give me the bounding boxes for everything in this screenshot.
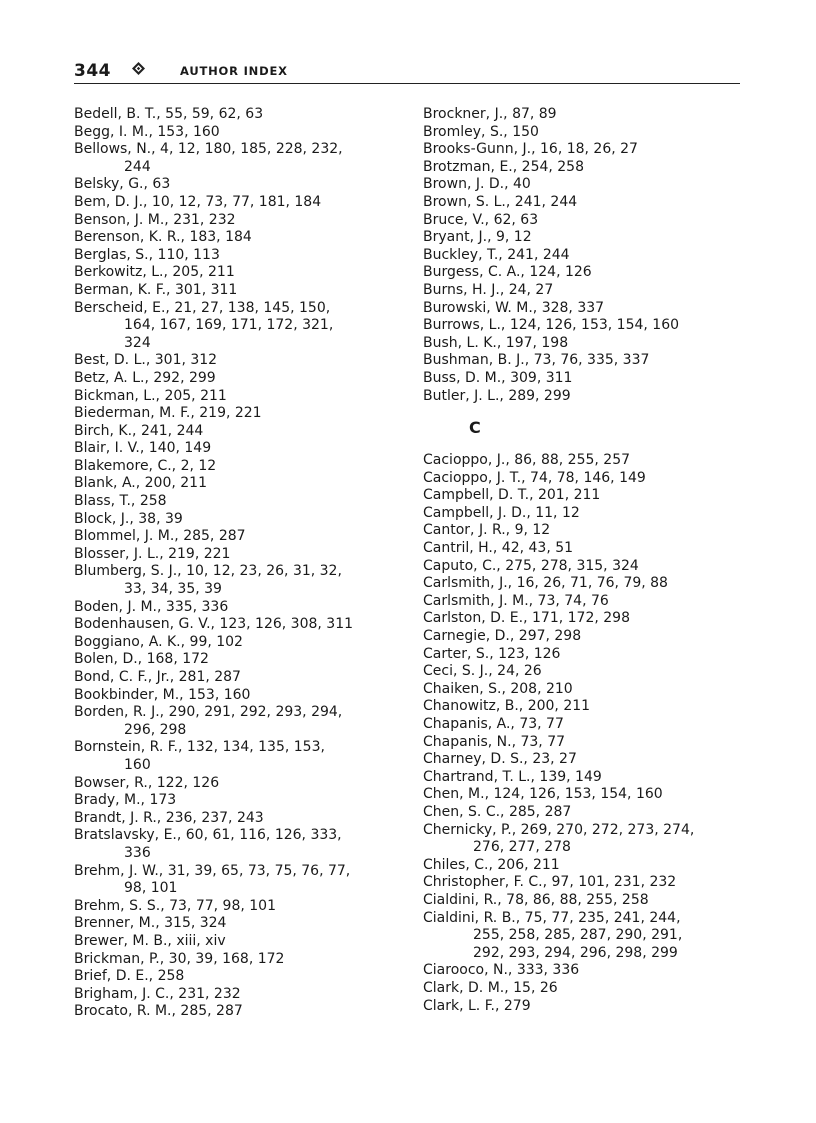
entry-author: Bond, C. F., Jr.,	[74, 669, 175, 685]
index-entry	[74, 651, 404, 669]
index-entry	[74, 141, 404, 176]
index-entry	[74, 388, 404, 406]
entry-pages-continued: 160	[124, 756, 151, 773]
entry-pages: 9, 12	[514, 522, 551, 539]
entry-pages-continued: 292, 293, 294, 296, 298, 299	[473, 944, 678, 961]
entry-pages: 21, 27, 138, 145, 150,	[174, 299, 331, 316]
index-entry	[423, 663, 753, 681]
entry-pages: 87, 89	[512, 106, 557, 122]
index-entry	[423, 317, 753, 335]
entry-author: Chaiken, S.,	[423, 680, 506, 697]
entry-pages: 269, 270, 272, 273, 274,	[520, 821, 695, 838]
index-entry	[423, 786, 753, 804]
entry-pages: 99, 102	[189, 633, 243, 650]
entry-author: Clark, D. M.,	[423, 979, 509, 996]
entry-author: Brotzman, E.,	[423, 158, 518, 175]
index-entry	[423, 804, 753, 822]
entry-pages: 73, 77, 98, 101	[169, 897, 276, 914]
index-entry	[74, 229, 404, 247]
entry-pages: 285, 287	[508, 803, 572, 820]
entry-pages: 10, 12, 23, 26, 31, 32,	[186, 563, 342, 580]
entry-author: Chiles, C.,	[423, 856, 493, 873]
entry-author: Brown, J. D.,	[423, 176, 509, 193]
index-entry	[74, 933, 404, 951]
entry-author: Buckley, T.,	[423, 246, 503, 263]
index-entry	[423, 247, 753, 265]
index-entry	[423, 264, 753, 282]
index-entry	[423, 470, 753, 488]
entry-author: Burowski, W. M.,	[423, 299, 538, 316]
entry-author: Brandt, J. R.,	[74, 809, 162, 826]
index-column-right	[423, 106, 753, 1015]
entry-author: Cacioppo, J.,	[423, 452, 510, 469]
entry-pages-continued: 324	[124, 334, 151, 351]
entry-pages: 333, 336	[516, 962, 580, 979]
entry-pages-continued: 296, 298	[124, 721, 187, 738]
entry-pages: 315, 324	[164, 915, 227, 932]
entry-pages: 60, 61, 116, 126, 333,	[185, 827, 342, 844]
entry-author: Chen, S. C.,	[423, 803, 505, 820]
index-entry	[74, 546, 404, 564]
entry-pages: 289, 299	[508, 387, 571, 404]
index-entry	[74, 968, 404, 986]
entry-author: Bushman, B. J.,	[423, 352, 530, 369]
entry-pages-continued: 164, 167, 169, 171, 172, 321,	[124, 317, 334, 334]
entry-author: Ceci, S. J.,	[423, 663, 493, 680]
index-entry	[423, 176, 753, 194]
entry-pages-continued: 98, 101	[124, 880, 178, 897]
index-entry	[423, 575, 753, 593]
entry-pages: 10, 12, 73, 77, 181, 184	[151, 193, 322, 210]
entry-pages: 171, 172, 298	[532, 610, 630, 627]
entry-pages: 31, 39, 65, 73, 75, 76, 77,	[167, 862, 351, 879]
entry-pages-continued: 276, 277, 278	[473, 839, 571, 856]
entry-pages-continued: 255, 258, 285, 287, 290, 291,	[473, 927, 683, 944]
section-letter-c: C	[469, 418, 481, 438]
entry-author: Ciarooco, N.,	[423, 962, 513, 979]
entry-pages: 153, 160	[188, 686, 251, 703]
index-group-c	[423, 452, 753, 1015]
index-entry	[423, 716, 753, 734]
entry-author: Berglas, S.,	[74, 246, 154, 263]
entry-author: Biederman, M. F.,	[74, 405, 195, 422]
running-title: AUTHOR INDEX	[180, 64, 288, 78]
entry-author: Chernicky, P.,	[423, 821, 517, 838]
index-entry	[423, 141, 753, 159]
entry-pages: 279	[503, 997, 531, 1014]
entry-author: Berenson, K. R.,	[74, 229, 185, 246]
entry-pages: 201, 211	[537, 487, 601, 504]
entry-pages: 63	[152, 176, 171, 193]
index-entry	[423, 487, 753, 505]
index-entry	[74, 810, 404, 828]
entry-author: Blass, T.,	[74, 493, 136, 510]
entry-author: Benson, J. M.,	[74, 211, 169, 228]
entry-author: Buss, D. M.,	[423, 369, 506, 386]
index-entry	[423, 962, 753, 980]
index-entry	[74, 264, 404, 282]
index-entry	[423, 106, 753, 124]
entry-pages: 258	[139, 493, 167, 510]
index-entry	[423, 646, 753, 664]
entry-author: Chen, M.,	[423, 786, 490, 803]
entry-pages: 285, 287	[180, 1003, 243, 1020]
entry-pages: 2, 12	[180, 457, 217, 474]
entry-pages: 219, 221	[199, 405, 262, 422]
entry-author: Brooks-Gunn, J.,	[423, 141, 536, 158]
index-entry	[74, 370, 404, 388]
index-entry	[74, 775, 404, 793]
entry-author: Brown, S. L.,	[423, 193, 511, 210]
index-entry	[74, 669, 404, 687]
entry-author: Bookbinder, M.,	[74, 686, 184, 703]
entry-author: Berman, K. F.,	[74, 281, 171, 298]
entry-author: Bryant, J.,	[423, 229, 492, 246]
index-entry	[74, 405, 404, 423]
running-header	[74, 61, 740, 85]
entry-pages: 335, 336	[165, 598, 229, 615]
entry-pages: 205, 211	[164, 387, 227, 404]
entry-author: Clark, L. F.,	[423, 997, 500, 1014]
entry-author: Boden, J. M.,	[74, 598, 162, 615]
entry-author: Christopher, F. C.,	[423, 874, 548, 891]
entry-author: Brocato, R. M.,	[74, 1003, 176, 1020]
header-rule	[74, 83, 740, 84]
entry-author: Burgess, C. A.,	[423, 264, 525, 281]
entry-pages: 200, 211	[527, 698, 591, 715]
index-entry	[423, 335, 753, 353]
index-entry	[423, 734, 753, 752]
entry-author: Carlsmith, J. M.,	[423, 592, 534, 609]
entry-author: Chartrand, T. L.,	[423, 768, 535, 785]
index-entry	[423, 212, 753, 230]
entry-author: Cantor, J. R.,	[423, 522, 511, 539]
entry-author: Bolen, D.,	[74, 651, 143, 668]
entry-pages: 74, 78, 146, 149	[530, 469, 646, 486]
entry-pages: 122, 126	[156, 774, 220, 791]
index-entry	[423, 874, 753, 892]
entry-pages: 275, 278, 315, 324	[505, 557, 639, 574]
index-entry	[74, 475, 404, 493]
entry-author: Bem, D. J.,	[74, 193, 148, 210]
entry-author: Bedell, B. T.,	[74, 106, 161, 122]
index-entry	[423, 980, 753, 998]
entry-author: Carnegie, D.,	[423, 628, 515, 645]
index-entry	[74, 599, 404, 617]
index-entry	[74, 493, 404, 511]
entry-pages: 241, 244	[507, 246, 570, 263]
index-entry	[423, 505, 753, 523]
entry-pages: 55, 59, 62, 63	[165, 106, 264, 122]
entry-pages: 16, 18, 26, 27	[540, 141, 638, 158]
diamond-ornament-icon	[132, 62, 145, 75]
entry-pages: 23, 27	[532, 751, 577, 768]
entry-author: Burns, H. J.,	[423, 281, 505, 298]
entry-author: Bellows, N.,	[74, 141, 156, 158]
entry-pages: 197, 198	[505, 334, 569, 351]
entry-pages: 208, 210	[510, 680, 573, 697]
index-entry	[423, 751, 753, 769]
entry-pages: 140, 149	[148, 440, 212, 457]
entry-author: Bruce, V.,	[423, 211, 490, 228]
index-entry	[74, 124, 404, 142]
entry-pages: 124, 126, 153, 154, 160	[509, 317, 680, 334]
entry-author: Carlston, D. E.,	[423, 610, 528, 627]
entry-author: Berscheid, E.,	[74, 299, 170, 316]
index-entry	[423, 769, 753, 787]
index-entry	[423, 681, 753, 699]
index-entry	[74, 106, 404, 124]
index-entry	[74, 616, 404, 634]
entry-author: Burrows, L.,	[423, 317, 506, 334]
entry-author: Belsky, G.,	[74, 176, 148, 193]
entry-pages: 73, 77	[520, 733, 566, 750]
index-entry	[423, 300, 753, 318]
index-entry	[423, 159, 753, 177]
entry-pages: 183, 184	[189, 229, 252, 246]
entry-author: Best, D. L.,	[74, 352, 151, 369]
entry-pages-continued: 336	[124, 844, 151, 861]
index-entry	[74, 986, 404, 1004]
entry-pages: 285, 287	[183, 528, 246, 545]
entry-pages: 73, 77	[519, 716, 564, 732]
index-entry	[74, 704, 404, 739]
entry-author: Blosser, J. L.,	[74, 545, 164, 562]
entry-author: Blommel, J. M.,	[74, 528, 179, 545]
entry-pages: 73, 74, 76	[537, 592, 609, 609]
entry-author: Cialdini, R. B.,	[423, 909, 521, 926]
entry-author: Chanowitz, B.,	[423, 698, 524, 715]
entry-author: Brewer, M. B.,	[74, 932, 172, 949]
index-entry	[74, 423, 404, 441]
index-entry	[74, 247, 404, 265]
entry-author: Blakemore, C.,	[74, 457, 177, 474]
entry-pages: 73, 76, 335, 337	[533, 352, 650, 369]
index-entry	[74, 792, 404, 810]
index-entry	[74, 528, 404, 546]
index-entry	[423, 194, 753, 212]
entry-pages: 254, 258	[521, 158, 584, 175]
entry-pages: 297, 298	[518, 628, 582, 645]
entry-author: Brady, M.,	[74, 792, 145, 809]
entry-author: Bickman, L.,	[74, 387, 160, 404]
entry-author: Brigham, J. C.,	[74, 985, 174, 1002]
entry-pages: 328, 337	[541, 299, 605, 316]
entry-pages: 42, 43, 51	[501, 540, 574, 557]
index-entry	[74, 898, 404, 916]
index-entry	[423, 822, 753, 857]
entry-pages: 24, 27	[508, 281, 554, 298]
entry-author: Block, J.,	[74, 510, 134, 527]
entry-author: Brockner, J.,	[423, 106, 508, 122]
entry-author: Berkowitz, L.,	[74, 264, 168, 281]
entry-author: Blumberg, S. J.,	[74, 563, 182, 580]
entry-pages: 301, 311	[174, 281, 238, 298]
entry-author: Birch, K.,	[74, 422, 137, 439]
entry-author: Cantril, H.,	[423, 540, 498, 557]
entry-author: Betz, A. L.,	[74, 369, 149, 386]
entry-author: Borden, R. J.,	[74, 704, 165, 721]
entry-pages: 75, 77, 235, 241, 244,	[524, 909, 681, 926]
entry-pages: 281, 287	[178, 669, 241, 685]
index-entry	[423, 229, 753, 247]
entry-author: Bodenhausen, G. V.,	[74, 616, 215, 633]
entry-author: Bornstein, R. F.,	[74, 739, 183, 756]
index-entry	[74, 827, 404, 862]
index-entry	[423, 452, 753, 470]
entry-pages: 241, 244	[514, 193, 578, 210]
index-entry	[423, 558, 753, 576]
index-column-left	[74, 106, 404, 1021]
index-entry	[74, 863, 404, 898]
entry-pages: 150	[512, 123, 539, 140]
index-entry	[74, 687, 404, 705]
entry-author: Bush, L. K.,	[423, 334, 502, 351]
entry-author: Brief, D. E.,	[74, 968, 154, 985]
entry-pages: 38, 39	[138, 510, 183, 527]
index-entry	[74, 282, 404, 300]
entry-pages: 200, 211	[144, 475, 207, 492]
index-entry	[74, 352, 404, 370]
index-entry	[423, 610, 753, 628]
entry-author: Brehm, S. S.,	[74, 897, 165, 914]
entry-pages: 258	[157, 968, 185, 985]
entry-pages: 231, 232	[178, 985, 241, 1002]
index-entry	[423, 522, 753, 540]
entry-pages: 153, 160	[157, 123, 220, 140]
entry-pages: 241, 244	[140, 422, 204, 439]
index-group-b	[423, 106, 753, 405]
index-entry	[423, 282, 753, 300]
entry-pages: 236, 237, 243	[165, 809, 264, 826]
entry-pages: 86, 88, 255, 257	[514, 452, 631, 469]
index-entry	[423, 998, 753, 1016]
entry-pages: 123, 126, 308, 311	[219, 616, 354, 633]
entry-pages: 219, 221	[168, 545, 231, 562]
entry-author: Cacioppo, J. T.,	[423, 469, 526, 486]
entry-author: Bratslavsky, E.,	[74, 827, 182, 844]
index-entry	[74, 634, 404, 652]
entry-pages-continued: 33, 34, 35, 39	[124, 581, 222, 598]
index-entry	[74, 563, 404, 598]
entry-author: Chapanis, A.,	[423, 716, 515, 732]
entry-pages: 11, 12	[535, 504, 580, 521]
index-entry	[423, 124, 753, 142]
entry-pages: 15, 26	[513, 979, 558, 996]
entry-pages: 16, 26, 71, 76, 79, 88	[516, 575, 668, 592]
entry-author: Blank, A.,	[74, 475, 141, 492]
entry-author: Brehm, J. W.,	[74, 862, 164, 879]
entry-pages-continued: 244	[124, 158, 151, 175]
entry-pages: 301, 312	[154, 352, 218, 369]
entry-pages: 292, 299	[153, 369, 216, 386]
entry-author: Campbell, D. T.,	[423, 487, 534, 504]
index-entry	[74, 440, 404, 458]
entry-pages: 139, 149	[539, 768, 602, 785]
index-entry	[74, 915, 404, 933]
entry-author: Butler, J. L.,	[423, 387, 504, 404]
entry-pages: 78, 86, 88, 255, 258	[506, 891, 649, 908]
index-entry	[423, 628, 753, 646]
entry-pages: 30, 39, 168, 172	[168, 950, 285, 967]
entry-pages: 40	[513, 176, 531, 193]
entry-pages: 231, 232	[173, 211, 236, 228]
entry-pages: 62, 63	[493, 211, 539, 228]
entry-pages: 290, 291, 292, 293, 294,	[168, 704, 343, 721]
entry-pages: 4, 12, 180, 185, 228, 232,	[160, 141, 343, 158]
entry-pages: 173	[149, 792, 177, 809]
entry-author: Cialdini, R.,	[423, 891, 502, 908]
entry-author: Carter, S.,	[423, 645, 494, 662]
page-number: 344	[74, 61, 111, 81]
entry-author: Charney, D. S.,	[423, 751, 528, 768]
entry-pages: 168, 172	[146, 651, 209, 668]
entry-author: Bromley, S.,	[423, 123, 508, 140]
index-entry	[423, 892, 753, 910]
index-entry	[423, 857, 753, 875]
entry-pages: 123, 126	[498, 645, 561, 662]
entry-author: Campbell, J. D.,	[423, 504, 531, 521]
entry-author: Blair, I. V.,	[74, 440, 145, 457]
entry-pages: 110, 113	[157, 246, 220, 263]
entry-pages: 309, 311	[510, 369, 573, 386]
entry-author: Brenner, M.,	[74, 915, 160, 932]
entry-author: Brickman, P.,	[74, 950, 165, 967]
index-entry	[74, 739, 404, 774]
entry-pages: 206, 211	[497, 856, 560, 873]
entry-author: Caputo, C.,	[423, 557, 501, 574]
index-entry	[423, 593, 753, 611]
index-entry	[423, 540, 753, 558]
entry-pages: 205, 211	[172, 264, 235, 281]
index-entry	[423, 388, 753, 406]
index-entry	[423, 352, 753, 370]
entry-pages: 24, 26	[497, 663, 542, 680]
entry-pages: 124, 126	[529, 264, 592, 281]
entry-pages: 9, 12	[495, 229, 532, 246]
entry-author: Bowser, R.,	[74, 774, 153, 791]
entry-author: Chapanis, N.,	[423, 733, 517, 750]
index-entry	[74, 1003, 404, 1021]
index-entry	[423, 910, 753, 963]
entry-author: Begg, I. M.,	[74, 123, 153, 140]
index-entry	[74, 511, 404, 529]
entry-pages: 97, 101, 231, 232	[551, 874, 677, 891]
index-entry	[74, 212, 404, 230]
index-entry	[423, 370, 753, 388]
entry-author: Boggiano, A. K.,	[74, 633, 186, 650]
index-entry	[74, 951, 404, 969]
index-entry	[423, 698, 753, 716]
index-entry	[74, 458, 404, 476]
entry-pages: xiii, xiv	[176, 932, 226, 949]
entry-pages: 132, 134, 135, 153,	[186, 739, 325, 756]
index-entry	[74, 194, 404, 212]
index-entry	[74, 300, 404, 353]
entry-author: Carlsmith, J.,	[423, 575, 513, 592]
entry-pages: 124, 126, 153, 154, 160	[493, 786, 663, 803]
index-entry	[74, 176, 404, 194]
